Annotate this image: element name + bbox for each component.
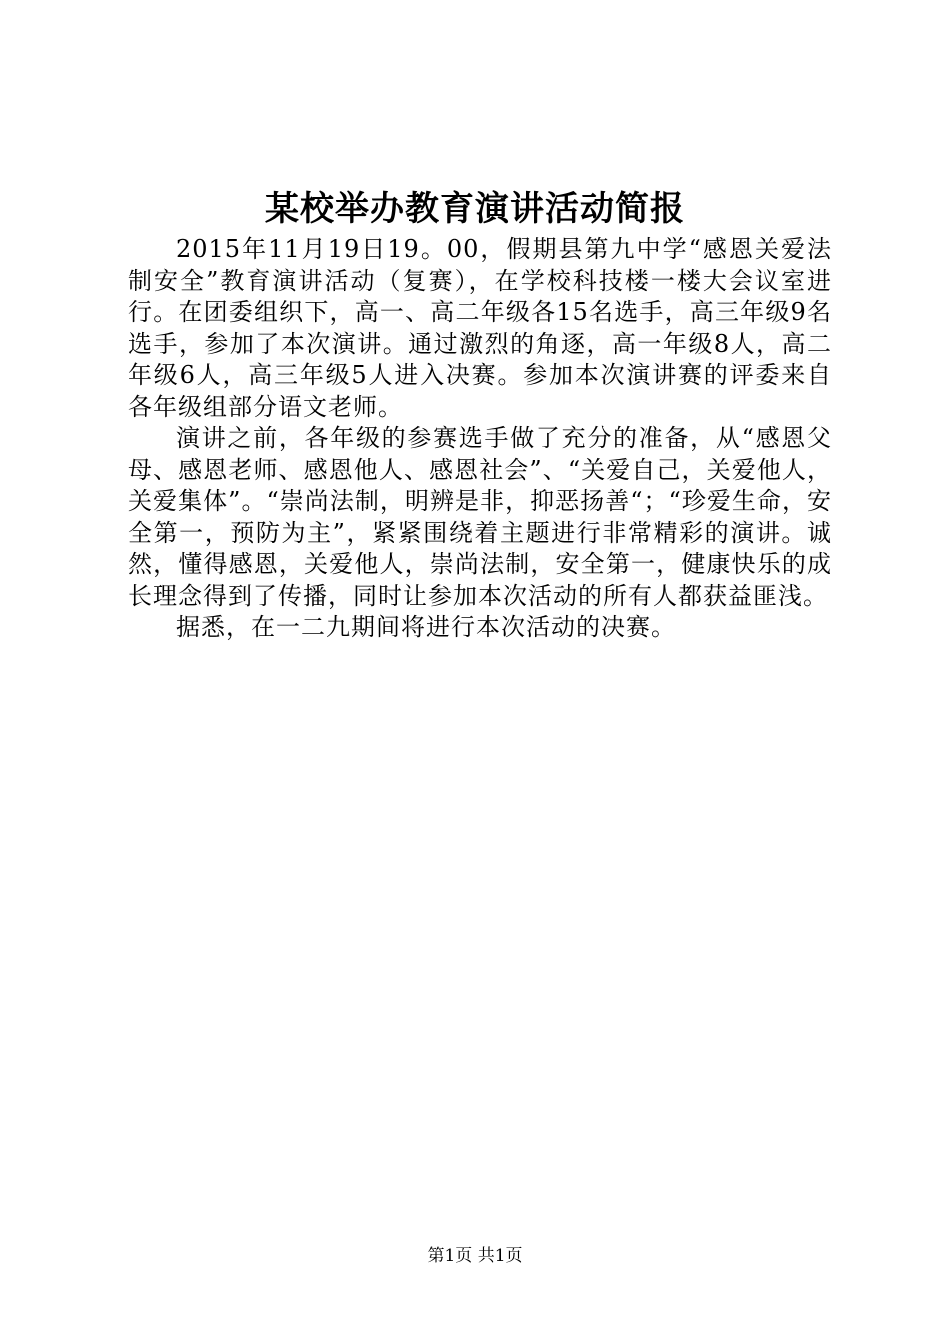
document-title: 某校举办教育演讲活动简报 — [265, 189, 685, 229]
page-number-footer: 第1页 共1页 — [427, 1246, 523, 1266]
document-body — [128, 234, 832, 644]
paragraph-final-note: 据悉，在一二九期间将进行本次活动的决赛。 — [176, 613, 676, 641]
paragraph-intro: 2015年11月19日19。00，假期县第九中学“感恩关爱法制安全”教育演讲活动（复赛），在学校科技楼一楼大会议室进行。在团委组织下，高一、高二年级各15名选手，高三年级9名选手，参加了本次演讲。通过激烈的角逐，高一年级8人，高二年级6人，高三年级5人进入决赛。参加本次演讲赛的评委来自各年级组部分语文老师。 — [128, 235, 832, 421]
paragraph-speeches: 演讲之前，各年级的参赛选手做了充分的准备，从“感恩父母、感恩老师、感恩他人、感恩社会”、“关爱自己，关爱他人，关爱集体”。“崇尚法制，明辨是非，抑恶扬善“；“珍爱生命，安全第一，预防为主”，紧紧围绕着主题进行非常精彩的演讲。诚然，懂得感恩，关爱他人，崇尚法制，安全第一，健康快乐的成长理念得到了传播，同时让参加本次活动的所有人都获益匪浅。 — [128, 424, 832, 610]
